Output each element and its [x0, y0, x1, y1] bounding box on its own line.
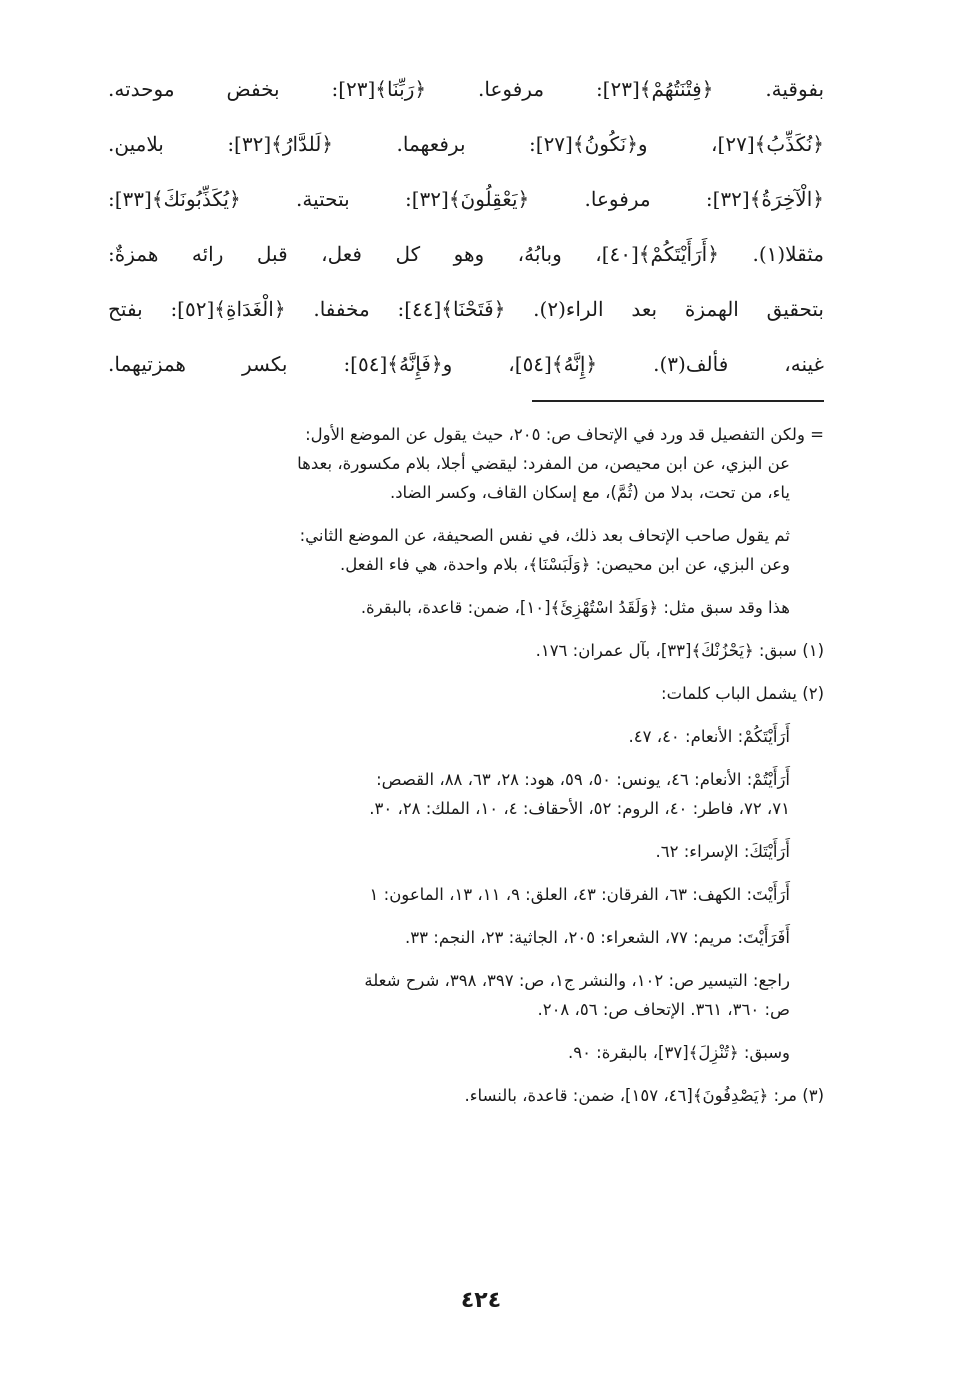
- footnote-2-item: أَرَأَيْتَكَ: الإسراء: ٦٢.: [655, 842, 790, 861]
- footnote-2-item: ص: ٣٦٠، ٣٦١. الإتحاف ص: ٥٦، ٢٠٨.: [537, 1000, 790, 1019]
- footnote-continuation-line: ياء، من تحت، بدلا من (ثُمَّ)، مع إسكان القاف، وكسر الضاد.: [389, 483, 790, 502]
- footnote-continuation-line: وعن البزي، عن ابن محيصن: ﴿وَلَبَسْنَا﴾، بلام واحدة، هي فاء الفعل.: [340, 555, 790, 574]
- footnotes: [108, 420, 824, 1110]
- footnote-1: (١) سبق: ﴿يَحْزُنْكَ﴾[٣٣]، بآل عمران: ١٧٦.: [535, 641, 824, 660]
- footnote-2-item: أَرَأَيْتَكُمْ: الأنعام: ٤٠، ٤٧.: [628, 727, 790, 746]
- footnote-separator: [532, 400, 824, 402]
- footnote-continuation-line: ثم يقول صاحب الإتحاف بعد ذلك، في نفس الصحيفة، عن الموضع الثاني:: [299, 526, 790, 545]
- main-line-5: بتحقيق الهمزة بعد الراء(٢). ﴿فَتَحْنَا﴾[٤٤]: مخففا. ﴿الْغَدَاةِ﴾[٥٢]: بفتح: [108, 297, 824, 321]
- footnote-continuation-line: هذا وقد سبق مثل: ﴿وَلَقَدُ اسْتُهْزِئَ﴾[١٠]، ضمن: قاعدة، بالبقرة.: [360, 598, 790, 617]
- main-line-1: بفوقية. ﴿فِتْنَتُهُمْ﴾[٢٣]: مرفوعا. ﴿رَبِّنَا﴾[٢٣]: بخفض موحدته.: [108, 77, 825, 101]
- footnote-2-item: أَرَأَيْتُمْ: الأنعام: ٤٦، يونس: ٥٠، ٥٩، هود: ٢٨، ٦٣، ٨٨، القصص:: [376, 770, 790, 789]
- main-text: [108, 68, 824, 398]
- footnote-2-item: ٧١، ٧٢، فاطر: ٤٠، الروم: ٥٢، الأحقاف: ٤، ١٠، الملك: ٢٨، ٣٠.: [369, 799, 790, 818]
- main-line-2: ﴿نُكَذِّبُ﴾[٢٧]، و﴿نَكُونُ﴾[٢٧]: برفعهما. ﴿لَلدَّارُ﴾[٣٢]: بلامين.: [108, 132, 824, 156]
- main-line-4: مثقلا(١). ﴿أَرَأَيْتَكُمْ﴾[٤٠]، وبابُهُ، وهو كل فعل، قبل رائه همزةٌ:: [108, 242, 824, 266]
- footnote-continuation-line: = ولكن التفصيل قد ورد في الإتحاف ص: ٢٠٥، حيث يقول عن الموضع الأول:: [305, 425, 824, 444]
- footnote-2-item: أَرَأَيْتَ: الكهف: ٦٣، الفرقان: ٤٣، العلق: ٩، ١١، ١٣، الماعون: ١: [369, 885, 790, 904]
- main-line-3: ﴿الْآخِرَةُ﴾[٣٢]: مرفوعا. ﴿يَعْقِلُونَ﴾[٣٢]: بتحتية. ﴿يُكَذِّبُونَكَ﴾[٣٣]:: [108, 187, 824, 211]
- page-number: ٤٢٤: [460, 1288, 502, 1313]
- footnote-2-heading: (٢) يشمل الباب كلمات:: [661, 684, 824, 703]
- footnote-continuation-line: عن البزي، عن ابن محيصن، من المفرد: ليقضي أجلا، بلام مكسورة، بعدها: [297, 454, 790, 473]
- footnote-2-item: راجع: التيسير ص: ١٠٢، والنشر ج١، ص: ٣٩٧، ٣٩٨، شرح شعلة: [364, 971, 790, 990]
- footnote-2-item: وسبق: ﴿تُنْزِلَ﴾[٣٧]، بالبقرة: ٩٠.: [567, 1043, 790, 1062]
- footnote-3: (٣) مر: ﴿يَصْدِفُونَ﴾[٤٦، ١٥٧]، ضمن: قاعدة، بالنساء.: [464, 1086, 824, 1105]
- main-line-6: غينه، فألف(٣). ﴿إِنَّهُ﴾[٥٤]، و﴿فَإِنَّهُ﴾[٥٤]: بكسر همزتيهما.: [108, 352, 824, 376]
- footnote-2-item: أَفَرَأَيْتَ: مريم: ٧٧، الشعراء: ٢٠٥، الجاثية: ٢٣، النجم: ٣٣.: [405, 928, 790, 947]
